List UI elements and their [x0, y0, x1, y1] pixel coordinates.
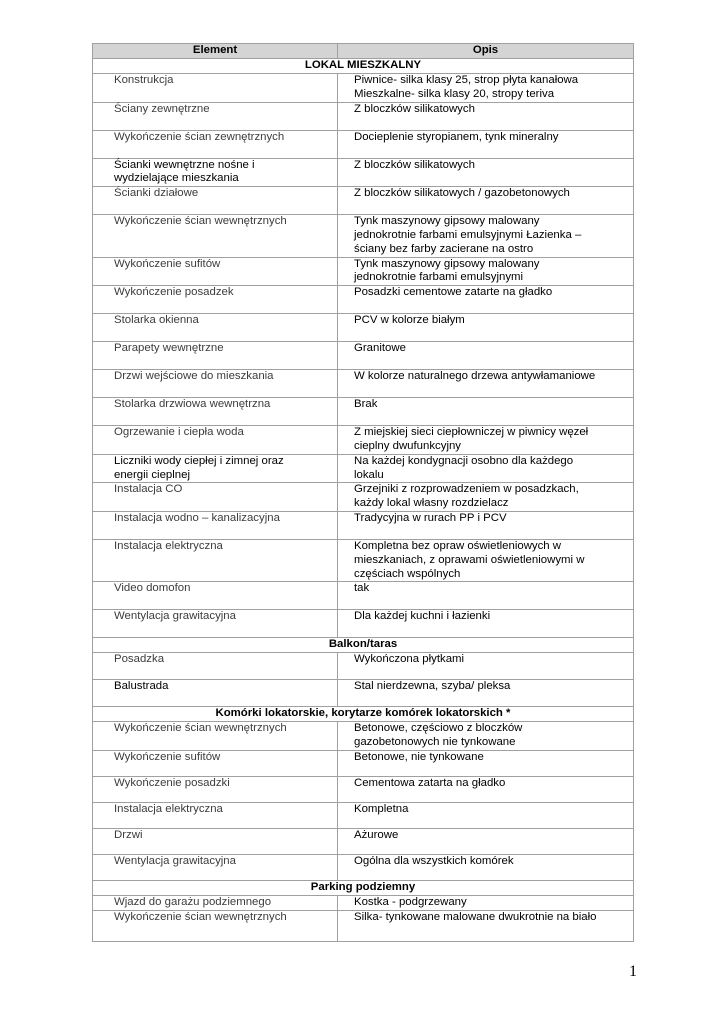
table-row — [93, 895, 634, 910]
element-cell: Wentylacja grawitacyjna — [93, 854, 338, 880]
description-cell: Kostka - podgrzewany — [338, 895, 634, 910]
description-cell: Dla każdej kuchni i łazienki — [338, 610, 634, 638]
spec-table — [92, 43, 634, 942]
element-cell: Wykończenie ścian zewnętrznych — [93, 130, 338, 158]
element-cell: Posadzka — [93, 653, 338, 680]
element-cell: Wykończenie posadzki — [93, 776, 338, 802]
element-cell: Wykończenie ścian wewnętrznych — [93, 722, 338, 751]
element-cell: Konstrukcja — [93, 74, 338, 103]
table-row — [93, 187, 634, 215]
description-cell: W kolorze naturalnego drzewa antywłamaniowe — [338, 370, 634, 398]
element-cell: Ścianki działowe — [93, 187, 338, 215]
table-row — [93, 539, 634, 581]
element-cell: Wykończenie sufitów — [93, 750, 338, 776]
header-element: Element — [93, 44, 338, 59]
section-header-row — [93, 638, 634, 653]
table-row — [93, 750, 634, 776]
description-cell: Ogólna dla wszystkich komórek — [338, 854, 634, 880]
table-row — [93, 398, 634, 426]
section-title: Parking podziemny — [93, 880, 634, 895]
table-row — [93, 370, 634, 398]
element-cell: Wykończenie ścian wewnętrznych — [93, 910, 338, 941]
description-cell: Piwnice- silka klasy 25, strop płyta kanałowa Mieszkalne- silka klasy 20, stropy teriva — [338, 74, 634, 103]
description-cell: Posadzki cementowe zatarte na gładko — [338, 286, 634, 314]
section-header-row — [93, 707, 634, 722]
table-row — [93, 426, 634, 455]
table-row — [93, 776, 634, 802]
element-cell: Wentylacja grawitacyjna — [93, 610, 338, 638]
table-row — [93, 653, 634, 680]
description-cell: tak — [338, 582, 634, 610]
description-cell: Grzejniki z rozprowadzeniem w posadzkach, każdy lokal własny rozdzielacz — [338, 483, 634, 512]
table-row — [93, 802, 634, 828]
description-cell: Z bloczków silikatowych — [338, 102, 634, 130]
table-row — [93, 511, 634, 539]
description-cell: Kompletna bez opraw oświetleniowych w mieszkaniach, z oprawami oświetleniowymi w częściach wspólnych — [338, 539, 634, 581]
table-row — [93, 454, 634, 483]
element-cell: Instalacja CO — [93, 483, 338, 512]
element-cell: Wykończenie posadzek — [93, 286, 338, 314]
description-cell: Tynk maszynowy gipsowy malowany jednokrotnie farbami emulsyjnymi — [338, 257, 634, 286]
element-cell: Drzwi wejściowe do mieszkania — [93, 370, 338, 398]
description-cell: Na każdej kondygnacji osobno dla każdego lokalu — [338, 454, 634, 483]
table-row — [93, 483, 634, 512]
element-cell: Drzwi — [93, 828, 338, 854]
section-title: Komórki lokatorskie, korytarze komórek lokatorskich * — [93, 707, 634, 722]
description-cell: Kompletna — [338, 802, 634, 828]
table-row — [93, 854, 634, 880]
description-cell: Stal nierdzewna, szyba/ pleksa — [338, 680, 634, 707]
element-cell: Instalacja elektryczna — [93, 539, 338, 581]
element-cell: Instalacja wodno – kanalizacyjna — [93, 511, 338, 539]
table-row — [93, 314, 634, 342]
element-cell: Stolarka drzwiowa wewnętrzna — [93, 398, 338, 426]
table-body — [93, 59, 634, 942]
description-cell: Silka- tynkowane malowane dwukrotnie na biało — [338, 910, 634, 941]
element-cell: Stolarka okienna — [93, 314, 338, 342]
element-cell: Ścianki wewnętrzne nośne i wydzielające mieszkania — [93, 158, 338, 187]
description-cell: Brak — [338, 398, 634, 426]
section-title: Balkon/taras — [93, 638, 634, 653]
table-row — [93, 158, 634, 187]
table-row — [93, 828, 634, 854]
table-header-row — [93, 44, 634, 59]
page-number: 1 — [629, 963, 637, 980]
table-row — [93, 130, 634, 158]
table-row — [93, 910, 634, 941]
table-row — [93, 102, 634, 130]
description-cell: PCV w kolorze białym — [338, 314, 634, 342]
table-row — [93, 74, 634, 103]
description-cell: Granitowe — [338, 342, 634, 370]
section-header-row — [93, 880, 634, 895]
table-row — [93, 680, 634, 707]
element-cell: Wjazd do garażu podziemnego — [93, 895, 338, 910]
description-cell: Betonowe, częściowo z bloczków gazobetonowych nie tynkowane — [338, 722, 634, 751]
description-cell: Cementowa zatarta na gładko — [338, 776, 634, 802]
description-cell: Betonowe, nie tynkowane — [338, 750, 634, 776]
description-cell: Tradycyjna w rurach PP i PCV — [338, 511, 634, 539]
description-cell: Z miejskiej sieci ciepłowniczej w piwnicy węzeł cieplny dwufunkcyjny — [338, 426, 634, 455]
table-row — [93, 286, 634, 314]
header-description: Opis — [338, 44, 634, 59]
element-cell: Video domofon — [93, 582, 338, 610]
description-cell: Wykończona płytkami — [338, 653, 634, 680]
section-title: LOKAL MIESZKALNY — [93, 59, 634, 74]
element-cell: Liczniki wody ciepłej i zimnej oraz energii cieplnej — [93, 454, 338, 483]
description-cell: Z bloczków silikatowych — [338, 158, 634, 187]
table-row — [93, 722, 634, 751]
element-cell: Ogrzewanie i ciepła woda — [93, 426, 338, 455]
description-cell: Tynk maszynowy gipsowy malowany jednokrotnie farbami emulsyjnymi Łazienka – ściany bez farby zacierane na ostro — [338, 215, 634, 257]
description-cell: Z bloczków silikatowych / gazobetonowych — [338, 187, 634, 215]
element-cell: Ściany zewnętrzne — [93, 102, 338, 130]
element-cell: Parapety wewnętrzne — [93, 342, 338, 370]
description-cell: Ażurowe — [338, 828, 634, 854]
table-row — [93, 610, 634, 638]
table-row — [93, 342, 634, 370]
table-row — [93, 582, 634, 610]
element-cell: Balustrada — [93, 680, 338, 707]
element-cell: Wykończenie sufitów — [93, 257, 338, 286]
table-row — [93, 215, 634, 257]
section-header-row — [93, 59, 634, 74]
table-row — [93, 257, 634, 286]
element-cell: Instalacja elektryczna — [93, 802, 338, 828]
description-cell: Docieplenie styropianem, tynk mineralny — [338, 130, 634, 158]
element-cell: Wykończenie ścian wewnętrznych — [93, 215, 338, 257]
